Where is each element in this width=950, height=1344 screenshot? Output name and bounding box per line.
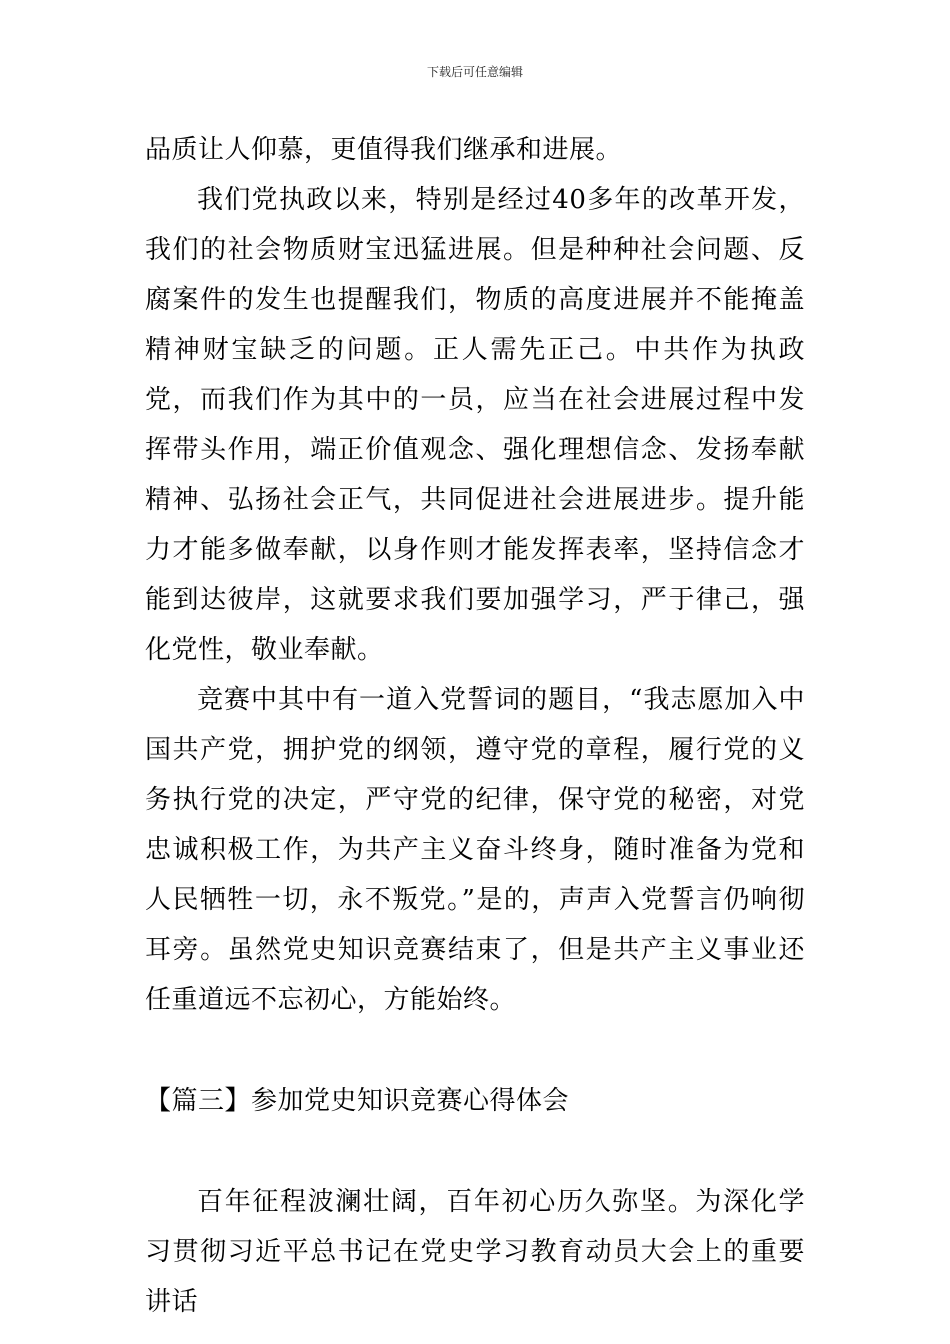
- document-body: [145, 125, 805, 1327]
- header-note: 下载后可任意编辑: [426, 65, 523, 79]
- paragraph-3: 竞赛中其中有一道入党誓词的题目，“我志愿加入中国共产党，拥护党的纲领，遵守党的章程，履行党的义务执行党的决定，严守党的纪律，保守党的秘密，对党忠诚积极工作，为共产主义奋斗终身，随时准备为党和人民牺牲一切，永不叛党。”是的，声声入党誓言仍响彻耳旁。虽然党史知识竞赛结束了，但是共产主义事业还任重道远不忘初心，方能始终。: [145, 685, 805, 1015]
- spacer: [145, 1126, 805, 1177]
- spacer: [145, 1025, 805, 1076]
- paragraph-4: 百年征程波澜壮阔，百年初心历久弥坚。为深化学习贯彻习近平总书记在党史学习教育动员大会上的重要讲话: [145, 1187, 805, 1317]
- paragraph-1: 品质让人仰慕，更值得我们继承和进展。: [145, 135, 623, 165]
- section-title: 【篇三】参加党史知识竞赛心得体会: [145, 1086, 570, 1116]
- paragraph-2: 我们党执政以来，特别是经过40多年的改革开发，我们的社会物质财宝迅猛进展。但是种种社会问题、反腐案件的发生也提醒我们，物质的高度进展并不能掩盖精神财宝缺乏的问题。正人需先正己。中共作为执政党，而我们作为其中的一员，应当在社会进展过程中发挥带头作用，端正价值观念、强化理想信念、发扬奉献精神、弘扬社会正气，共同促进社会进展进步。提升能力才能多做奉献，以身作则才能发挥表率，坚持信念才能到达彼岸，这就要求我们要加强学习，严于律己，强化党性，敬业奉献。: [145, 185, 805, 665]
